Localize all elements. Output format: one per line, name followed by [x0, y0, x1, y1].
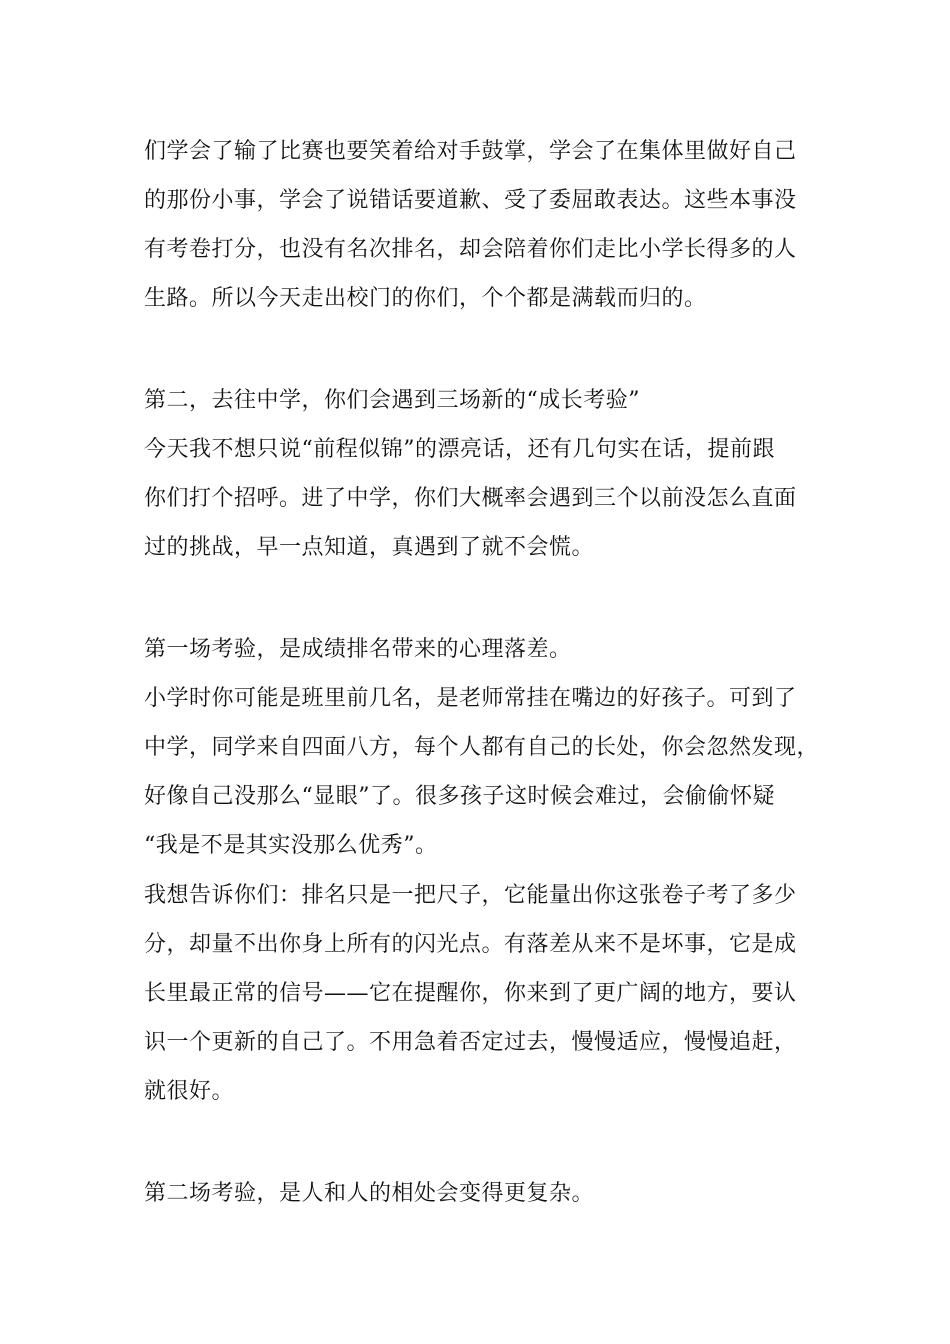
paragraph-2-line-1: 今天我不想只说“前程似锦”的漂亮话，还有几句实在话，提前跟 [144, 437, 775, 462]
test-2-heading: 第二场考验，是人和人的相处会变得更复杂。 [144, 1181, 595, 1206]
paragraph-3-line-2: 中学，同学来自四面八方，每个人都有自己的长处，你会忽然发现， [144, 735, 820, 760]
paragraph-4-line-2: 分，却量不出你身上所有的闪光点。有落差从来不是坏事，它是成 [144, 932, 797, 957]
paragraph-3-line-3: 好像自己没那么“显眼”了。很多孩子这时候会难过，会偷偷怀疑 [144, 784, 775, 809]
paragraph-4-line-3: 长里最正常的信号——它在提醒你，你来到了更广阔的地方，要认 [144, 981, 797, 1006]
paragraph-1-line-3: 有考卷打分，也没有名次排名，却会陪着你们走比小学长得多的人 [144, 237, 797, 262]
test-1-heading: 第一场考验，是成绩排名带来的心理落差。 [144, 637, 572, 662]
paragraph-2-line-2: 你们打个招呼。进了中学，你们大概率会遇到三个以前没怎么直面 [144, 486, 797, 511]
paragraph-2-line-3: 过的挑战，早一点知道，真遇到了就不会慌。 [144, 535, 595, 560]
paragraph-4-line-1: 我想告诉你们：排名只是一把尺子，它能量出你这张卷子考了多少 [144, 883, 797, 908]
paragraph-3-line-1: 小学时你可能是班里前几名，是老师常挂在嘴边的好孩子。可到了 [144, 686, 797, 711]
paragraph-1-line-2: 的那份小事，学会了说错话要道歉、受了委屈敢表达。这些本事没 [144, 188, 797, 213]
paragraph-4-line-4: 识一个更新的自己了。不用急着否定过去，慢慢适应，慢慢追赶， [144, 1030, 797, 1055]
paragraph-4-line-5: 就很好。 [144, 1079, 235, 1104]
paragraph-3-line-4: “我是不是其实没那么优秀”。 [144, 833, 438, 858]
paragraph-1-line-4: 生路。所以今天走出校门的你们，个个都是满载而归的。 [144, 286, 707, 311]
paragraph-1-line-1: 们学会了输了比赛也要笑着给对手鼓掌，学会了在集体里做好自己 [144, 139, 797, 164]
section-2-heading: 第二，去往中学，你们会遇到三场新的“成长考验” [144, 388, 640, 413]
